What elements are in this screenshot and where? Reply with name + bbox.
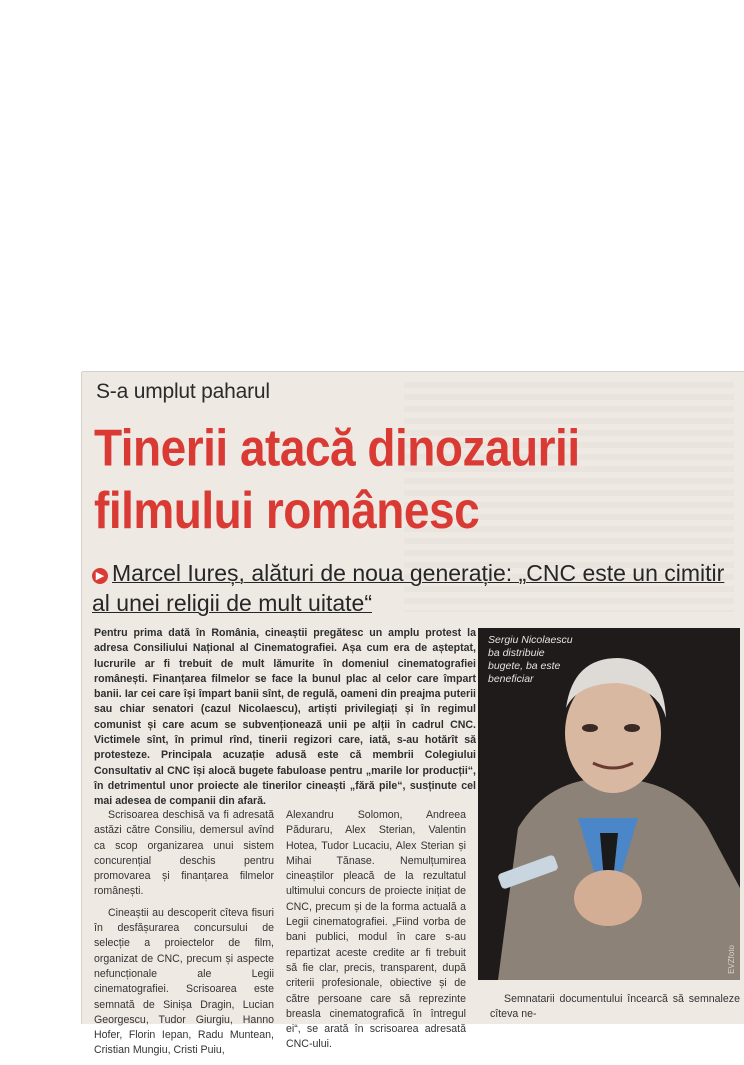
- arrow-bullet-icon: ▶: [92, 568, 108, 584]
- photo-caption: Sergiu Nicolaescu ba distribuie bugete, ba este beneficiar: [488, 634, 573, 685]
- deck-text: Marcel Iureș, alături de noua generație: „CNC este un cimitir al unei religii de mult uitate“: [92, 560, 725, 616]
- column-1-paragraph: Cineaștii au descoperit cîteva fisuri în desfășurarea concursului de selecție a proiectelor de film, organizat de CNC, precum și aspecte nefuncționale ale Legii cinematografiei. Scrisoarea este semnată de Sinișa Dragin, Lucian Georgescu, Tudor Giurgiu, Hanno Hofer, Florin Iepan, Radu Muntean, Cristian Mungiu, Cristi Puiu,: [94, 906, 274, 1057]
- article-headline: Tinerii atacă dinozaurii filmului românesc: [94, 418, 580, 540]
- article-photo: [478, 628, 740, 980]
- article-lead: Pentru prima dată în România, cineaștii pregătesc un amplu protest la adresa Consiliului Național al Cinematografiei. Așa cum era de așteptat, lucrurile ar fi trebuit de mult lămurite în domeniul cinematografiei românești. Finanțarea filmelor se face la bunul plac al celor care împart banii. Iar cei care își împart banii sînt, de regulă, oameni din preajma puterii sau chiar senatori (cazul Nicolaescu), artiști privilegiați și în regimul comunist și care acum se subvenționează unii pe alții în cadrul CNC. Victimele sînt, în primul rînd, tinerii regizori care, iată, s-au hotărît să protesteze. Principala acuzație adusă este că membrii Colegiului Consultativ al CNC își alocă bugete fabuloase pentru „marile lor producții“, în detrimentul unor proiecte ale tinerilor cineaști „fără pile“, susținute cel mai adesea de companii din afară.: [94, 627, 476, 808]
- column-2-paragraph: Alexandru Solomon, Andreea Păduraru, Alex Sterian, Valentin Hotea, Tudor Lucaciu, Alex Sterian și Mihai Tănase. Nemulțumirea cineaștilor pleacă de la rezultatul ultimului concurs de proiecte inițiat de CNC, precum și de la forma actuală a Legii cinematografiei. „Fiind vorba de bani publici, modul în care s-au repartizat aceste credite ar fi trebuit să fie clar, precis, transparent, după criterii profesionale, obiective și de către persoane care să reprezinte breasla cinematografică în întregul ei“, se arată în scrisoarea adresată CNC-ului.: [286, 809, 466, 1051]
- article-column-1: [94, 808, 274, 1065]
- newspaper-clipping: [82, 372, 744, 1057]
- article-kicker: S-a umplut paharul: [96, 380, 270, 403]
- article-column-2: [286, 808, 466, 1059]
- photo-credit: EVZfoto: [727, 945, 736, 974]
- column-3-paragraph: Semnatarii documentului încearcă să semnaleze cîteva ne-: [490, 993, 740, 1021]
- column-1-paragraph: Scrisoarea deschisă va fi adresată astăzi către Consiliu, demersul avînd ca scop organizarea unui sistem concurențial deschis pentru promovarea și finanțarea filmelor românești.: [94, 809, 274, 898]
- article-deck: [92, 558, 732, 618]
- article-column-3: [490, 992, 740, 1029]
